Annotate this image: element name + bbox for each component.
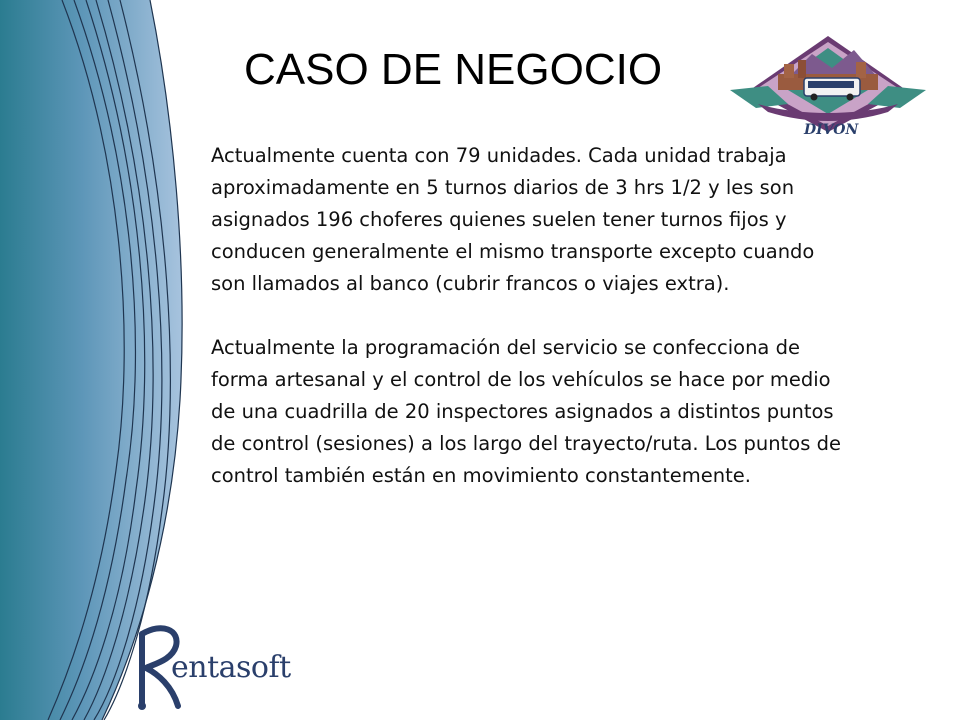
bus-city-emblem-icon: [728, 34, 928, 140]
rentasoft-logo: [128, 620, 298, 712]
side-wave-decoration: [0, 0, 200, 720]
body-paragraph-2: Actualmente la programación del servicio se confecciona de forma artesanal y el control de los vehículos se hace por medio de una cuadrilla de 20 inspectores asignados a distintos puntos de control (sesiones) a los largo del trayecto/ruta. Los puntos de control también están en movimiento constantemente.: [211, 336, 841, 487]
side-wave-fill: [0, 0, 182, 720]
body-paragraph-1: Actualmente cuenta con 79 unidades. Cada unidad trabaja aproximadamente en 5 turnos diarios de 3 hrs 1/2 y les son asignados 196 choferes quienes suelen tener turnos fijos y conducen generalmente el mismo transporte excepto cuando son llamados al banco (cubrir francos o viajes extra).: [211, 144, 815, 295]
divon-logo-text: DIVON: [804, 122, 859, 138]
body-text: [211, 140, 851, 524]
slide-title: CASO DE NEGOCIO: [244, 45, 663, 94]
rentasoft-logo-text: entasoft: [171, 650, 291, 685]
divon-logo: [728, 34, 928, 140]
